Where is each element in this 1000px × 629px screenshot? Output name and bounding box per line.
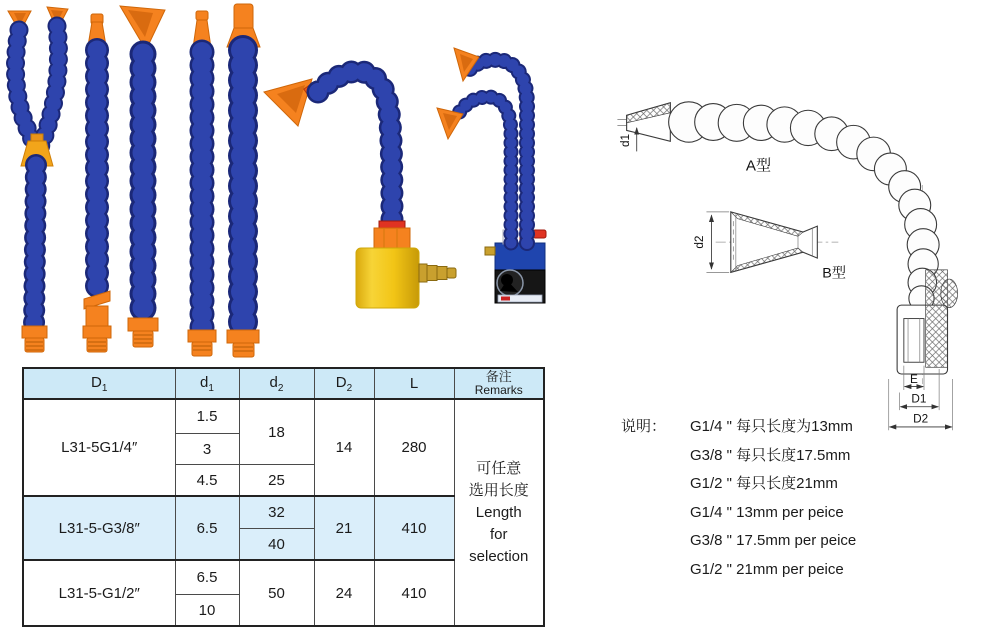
col-header-d2: $d_2$ (239, 368, 314, 399)
cell-m2-L: 410 (374, 496, 454, 560)
cell-m3-d2: 50 (239, 560, 314, 626)
cell-m2-D2: 21 (314, 496, 374, 560)
cell-m3-D2: 24 (314, 560, 374, 626)
cell-m1-d1a: 1.5 (175, 399, 239, 434)
spec-table (22, 367, 545, 627)
note-line: G1/2 " 21mm per peice (690, 560, 844, 578)
type-b-nozzle-drawing (731, 212, 818, 272)
cell-m3-d1a: 6.5 (175, 560, 239, 595)
col-header-D1: $D_1$ (23, 368, 175, 399)
note-line: G3/8 " 每只长度17.5mm (690, 446, 851, 464)
product-fan-nozzle-hose (120, 6, 165, 347)
type-b-label: B型 (822, 265, 847, 282)
cell-m3-L: 410 (374, 560, 454, 626)
cell-m1-d2a: 18 (239, 399, 314, 465)
table-header-row (23, 368, 544, 399)
cell-m1-D2: 14 (314, 399, 374, 496)
dim-E-label: E (909, 373, 918, 387)
notes-lines (690, 413, 856, 585)
type-a-label: A型 (745, 157, 772, 175)
note-line: G1/2 " 每只长度21mm (690, 475, 838, 493)
product-photos (0, 0, 570, 360)
col-header-D2: $D_2$ (314, 368, 374, 399)
cell-m2-d2b: 40 (239, 529, 314, 561)
cell-m1-d1b: 3 (175, 434, 239, 465)
cell-remarks: 可任意 选用长度 Length for selection (454, 399, 544, 626)
type-a-nozzle-drawing (627, 103, 671, 142)
table-row (23, 399, 544, 434)
threaded-end-drawing (897, 270, 957, 374)
dim-D1 (900, 369, 939, 410)
cell-m2-d2a: 32 (239, 496, 314, 529)
hose-segments-drawing (669, 102, 939, 311)
cell-m1-d1c: 4.5 (175, 465, 239, 497)
cell-model-3: L31-5-G1/2″ (23, 560, 175, 626)
dim-D1-label: D1 (911, 392, 927, 406)
col-header-d1: $d_1$ (175, 368, 239, 399)
cell-m3-d1b: 10 (175, 595, 239, 627)
note-line: G1/4 " 每只长度为13mm (690, 418, 853, 435)
dim-d1-label: d1 (619, 133, 633, 148)
note-line: G3/8 " 17.5mm per peice (690, 532, 857, 550)
dim-D2-label: D2 (913, 412, 929, 426)
col-header-remarks: 备注 Remarks (454, 368, 544, 399)
product-round-nozzle-hose (83, 14, 111, 352)
cell-m1-d2b: 25 (239, 465, 314, 497)
product-hose-yellow-base (264, 71, 456, 308)
dim-d2-label: d2 (693, 235, 707, 249)
cell-model-2: L31-5-G3/8″ (23, 496, 175, 560)
col-header-L: L (374, 368, 454, 399)
notes-heading: 说明： (621, 418, 667, 435)
cell-model-1: L31-5G1/4″ (23, 399, 175, 496)
note-line: G1/4 " 13mm per peice (690, 503, 844, 521)
product-hose-magnetic-base (437, 48, 546, 303)
cell-m2-d1: 6.5 (175, 496, 239, 560)
cell-m1-L: 280 (374, 399, 454, 496)
product-large-hose (227, 4, 260, 357)
product-y-double-hose (8, 7, 68, 352)
product-round-nozzle-hose-2 (188, 11, 216, 356)
